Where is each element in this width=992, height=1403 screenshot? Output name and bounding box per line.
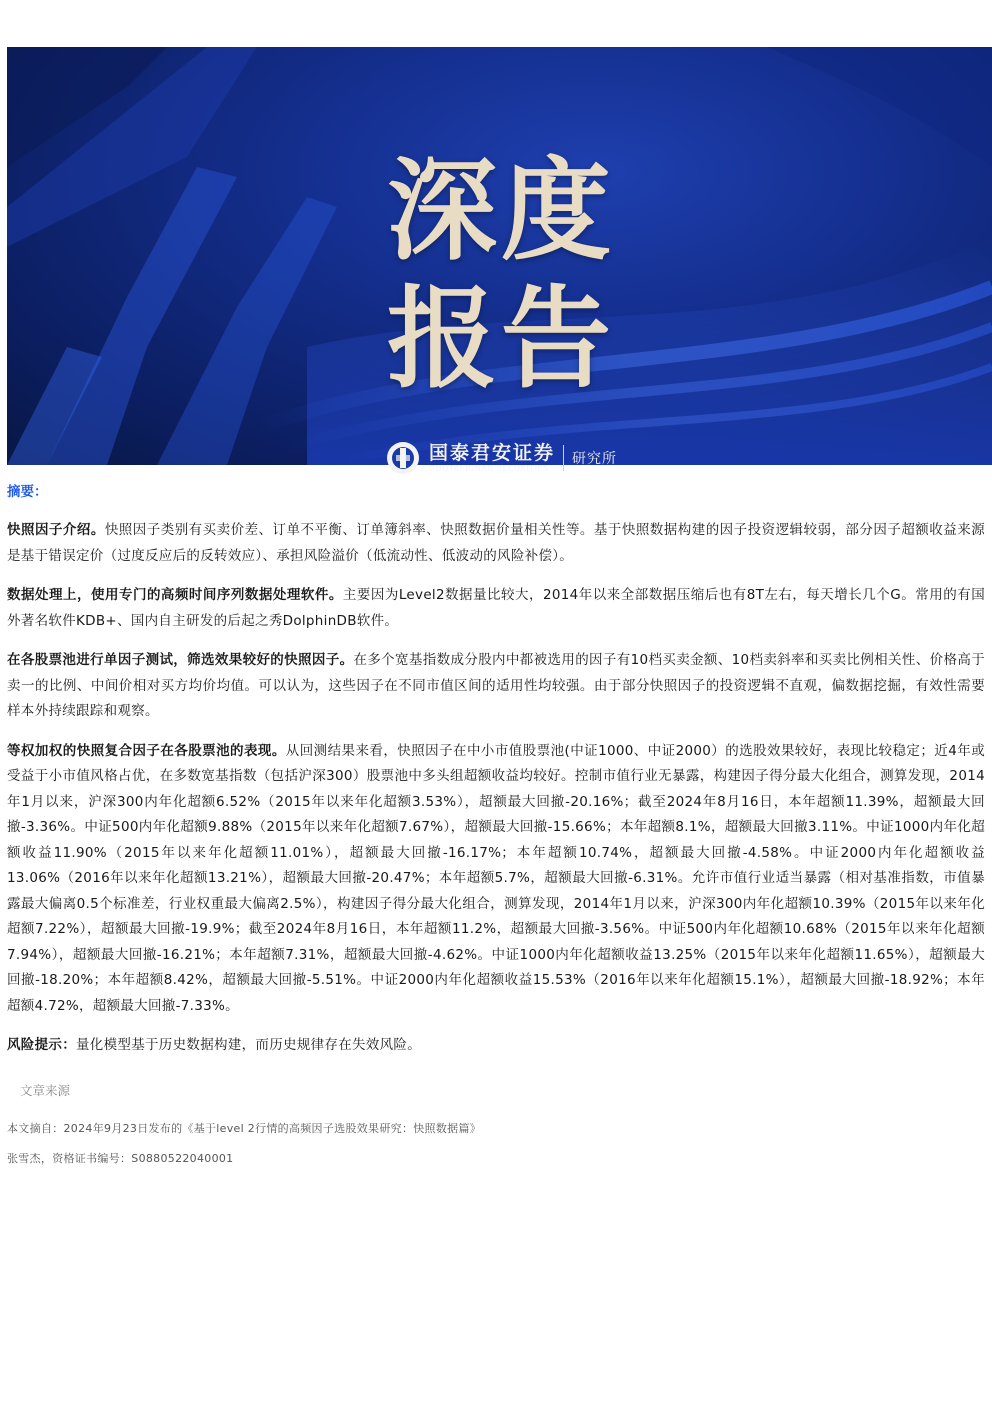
banner-title-line1: 深度 bbox=[387, 146, 615, 275]
paragraph-heading: 数据处理上，使用专门的高频时间序列数据处理软件。 bbox=[7, 587, 343, 603]
article-source-link[interactable]: 文章来源 bbox=[20, 1082, 71, 1098]
report-cover-banner bbox=[7, 47, 992, 473]
paragraph-heading: 在各股票池进行单因子测试，筛选效果较好的快照因子。 bbox=[7, 652, 354, 668]
abstract-label: 摘要： bbox=[7, 484, 48, 500]
paragraph-heading: 快照因子介绍。 bbox=[7, 522, 105, 538]
banner-title bbox=[387, 147, 647, 403]
paragraph-body: 主要因为Level2数据量比较大，2014年以来全部数据压缩后也有8T左右，每天增长几个G。常用的有国外著名软件KDB+、国内自主研发的后起之秀DolphinDB软件。 bbox=[7, 587, 985, 629]
brand-name: 国泰君安证券 bbox=[429, 442, 556, 464]
analyst-credential-note: 张雪杰，资格证书编号：S0880522040001 bbox=[7, 1151, 234, 1165]
excerpt-source-note: 本文摘自：2024年9月23日发布的《基于level 2行情的高频因子选股效果研究：快照数据篇》 bbox=[7, 1121, 482, 1135]
paragraph-body: 从回测结果来看，快照因子在中小市值股票池(中证1000、中证2000）的选股效果较好，表现比较稳定；近4年或受益于小市值风格占优，在多数宽基指数（包括沪深300）股票池中多头组超额收益均较好。控制市值行业无暴露，构建因子得分最大化组合，测算发现，2014年1月以来，沪深300内年化超额6.52%（2015年以来年化超额3.53%），超额最大回撤-20.16%；截至2024年8月16日，本年超额11.39%，超额最大回撤-3.36%。中证500内年化超额9.88%（2015年以来年化超额7.67%），超额最大回撤-15.66%；本年超额8.1%，超额最大回撤3.11%。中证1000内年化超额收益11.90%（2015年以来年化超额11.01%），超额最大回撤-16.17%；本年超额10.74%，超额最大回撤-4.58%。中证2000内年化超额收益13.06%（2016年以来年化超额13.21%），超额最大回撤-20.47%；本年超额5.7%，超额最大回撤-6.31%。允许市值行业适当暴露（相对基准指数，市值暴露最大偏离0.5个标准差，行业权重最大偏离2.5%），构建因子得分最大化组合，测算发现，2014年1月以来，沪深300内年化超额10.39%（2015年以来年化超额7.22%），超额最大回撤-19.9%；截至2024年8月16日，本年超额11.2%，超额最大回撤-3.56%。中证500内年化超额10.68%（2015年以来年化超额7.94%），超额最大回撤-16.21%；本年超额7.31%，超额最大回撤-4.62%。中证1000内年化超额收益13.25%（2015年以来年化超额11.65%），超额最大回撤-18.20%；本年超额8.42%，超额最大回撤-5.51%。中证2000内年化超额收益15.53%（2016年以来年化超额15.1%），超额最大回撤-18.92%；本年超额4.72%，超额最大回撤-7.33%。 bbox=[7, 742, 985, 1014]
article-content bbox=[7, 478, 985, 1179]
paragraph-heading: 等权加权的快照复合因子在各股票池的表现。 bbox=[7, 742, 286, 759]
paragraph-snapshot-factor-intro bbox=[7, 518, 985, 569]
paragraph-data-processing bbox=[7, 583, 985, 634]
paragraph-heading: 风险提示： bbox=[7, 1037, 76, 1053]
paragraph-body: 快照因子类别有买卖价差、订单不平衡、订单簿斜率、快照数据价量相关性等。基于快照数据构建的因子投资逻辑较弱，部分因子超额收益来源是基于错误定价（过度反应后的反转效应）、承担风险溢价（低流动性、低波动的风险补偿）。 bbox=[7, 522, 985, 564]
brand-institute: 研究所 bbox=[572, 451, 618, 467]
paragraph-body: 量化模型基于历史数据构建，而历史规律存在失效风险。 bbox=[76, 1037, 421, 1053]
brand-divider bbox=[563, 445, 564, 471]
brand-emblem-icon bbox=[385, 440, 421, 476]
paragraph-single-factor-test bbox=[7, 648, 985, 725]
paragraph-body: 在多个宽基指数成分股内中都被选用的因子有10档买卖金额、10档卖斜率和买卖比例相关性、价格高于卖一的比例、中间价相对买方均价均值。可以认为，这些因子在不同市值区间的适用性均较强。由于部分快照因子的投资逻辑不直观，偏数据挖掘，有效性需要样本外持续跟踪和观察。 bbox=[7, 652, 985, 719]
brand-english-name: GUOTAI JUNAN SECURITIES bbox=[429, 464, 549, 473]
brand-logo bbox=[385, 440, 617, 476]
banner-title-line2: 报告 bbox=[387, 274, 615, 403]
paragraph-risk-warning bbox=[7, 1033, 985, 1059]
paragraph-composite-factor-performance bbox=[7, 739, 985, 1020]
